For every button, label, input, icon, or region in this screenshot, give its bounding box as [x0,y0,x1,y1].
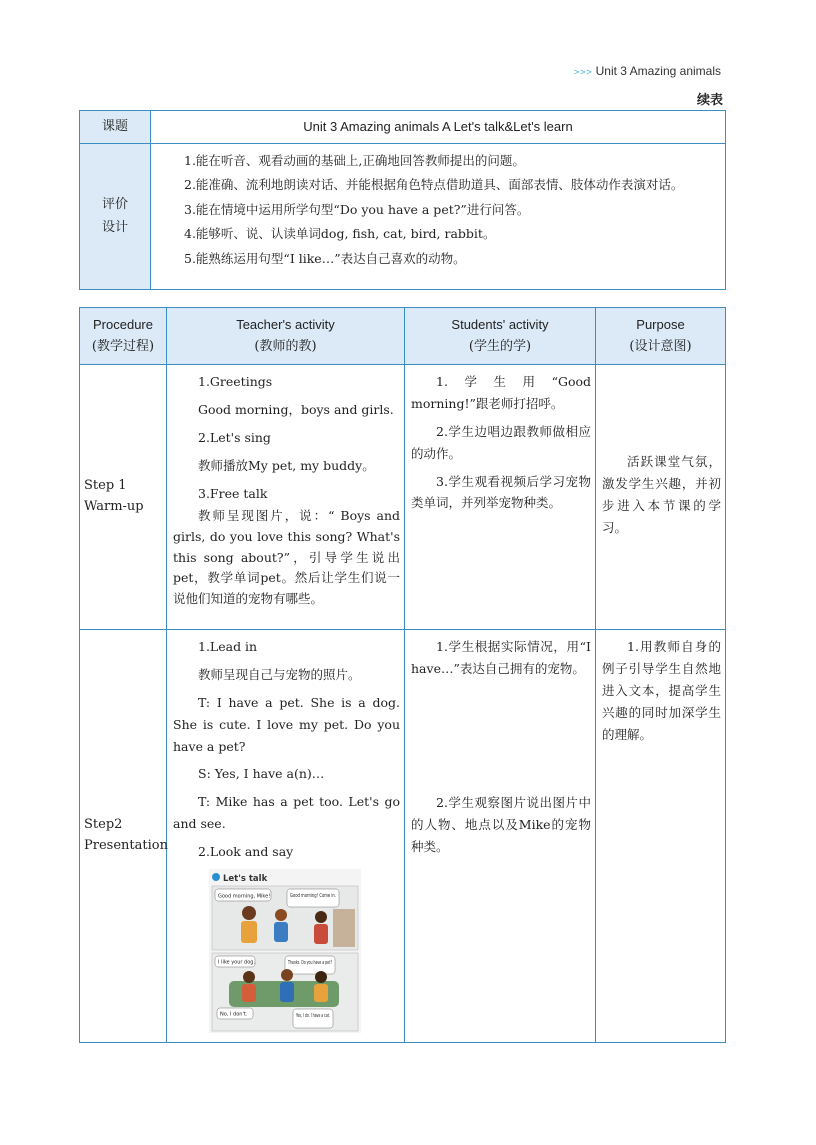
header-zh: (设计意图) [629,339,692,354]
bubble-4: Thanks. Do you have a pet? [287,959,333,966]
step2-label [80,630,167,1043]
eval-design [151,144,726,290]
header-zh: (教学过程) [91,339,155,354]
header-en: Teacher's activity [236,316,335,332]
teacher-line: 1.Greetings [198,374,273,389]
header-teacher [167,308,405,365]
header-en: Procedure [93,316,153,332]
running-header [574,64,721,78]
step-name: Step 1 [84,478,127,494]
step1-purpose [596,365,726,630]
teacher-line: 2.Look and say [198,844,294,859]
teacher-line: Good morning，boys and girls. [198,401,394,417]
eval-item: 1.能在听音、观看动画的基础上,正确地回答教师提出的问题。 [184,153,525,168]
purpose-text: 1.用教师自身的例子引导学生自然地进入文本，提高学生兴趣的同时加深学生的理解。 [602,639,721,742]
purpose-text: 活跃课堂气氛，激发学生兴趣，并初步进入本节课的学习。 [602,454,721,535]
teacher-line: 教师播放My pet, my buddy。 [198,457,375,473]
unit-title: Unit 3 Amazing animals [595,64,721,78]
bubble-6: Yes, I do. I have a cat. [295,1012,331,1019]
step1-label [80,365,167,630]
eval-label [80,144,151,290]
teacher-line: T: Mike has a pet too. Let's go and see. [173,794,400,832]
student-line: 2.学生边唱边跟教师做相应的动作。 [411,423,591,461]
lesson-info-table [79,110,726,290]
comic-title: Let's talk [223,873,268,884]
step2-students [405,630,596,1043]
eval-item: 3.能在情境中运用所学句型“Do you have a pet?”进行问答。 [184,201,530,217]
step1-students [405,365,596,630]
bubble-1: Good morning, Mike! [218,893,271,900]
header-zh: (学生的学) [468,339,532,354]
teacher-line: 2.Let's sing [198,429,271,445]
bubble-5: No, I don't. [220,1011,248,1018]
step2-purpose [596,630,726,1043]
header-en: Students' activity [451,316,549,332]
step-sub: Warm-up [84,499,144,514]
title-dot-icon [212,873,220,881]
lets-talk-illustration [209,869,361,1033]
bubble-2: Good morning! Come in. [290,892,337,899]
teacher-line: 教师呈现自己与宠物的照片。 [198,666,361,682]
topic-title: Unit 3 Amazing animals A Let's talk&Let's learn [151,111,726,144]
student-line: 2.学生观察图片说出图片中的人物、地点以及Mike的宠物种类。 [411,794,591,854]
teacher-line: T: I have a pet. She is a dog. She is cute. I love my pet. Do you have a pet? [173,694,400,754]
step-name: Step2 [84,817,123,833]
header-purpose [596,308,726,365]
header-en: Purpose [636,316,685,332]
step-sub: Presentation [84,838,168,853]
header-arrows: >>> [573,67,593,77]
topic-label: 课题 [80,111,151,144]
eval-item: 5.能熟练运用句型“I like…”表达自己喜欢的动物。 [184,250,466,266]
step2-teacher [167,630,405,1043]
eval-item: 2.能准确、流利地朗读对话、并能根据角色特点借助道具、面部表情、肢体动作表演对话。 [184,177,684,193]
student-line: 3.学生观看视频后学习宠物类单词，并列举宠物种类。 [411,473,591,511]
procedure-table [79,307,726,1043]
eval-label-line-2: 设计 [101,219,128,235]
eval-item: 4.能够听、说、认读单词dog, fish, cat, bird, rabbit。 [184,226,496,242]
step1-teacher [167,365,405,630]
header-procedure [80,308,167,365]
teacher-line: S: Yes, I have a(n)… [198,766,325,782]
teacher-line: 3.Free talk [198,485,268,501]
teacher-line: 1.Lead in [198,639,258,654]
comic-svg [209,869,361,1033]
header-zh: (教师的教) [254,339,317,354]
eval-label-line-1: 评价 [101,196,128,212]
continued-label: 续表 [696,93,723,108]
teacher-line: 教师呈现图片，说：“ Boys and girls, do you love this song? What's this song about?”，引导学生说出pet，教学单词pet。然后让学生们说一说他们知道的宠物有哪些。 [173,508,400,606]
header-students [405,308,596,365]
student-line: 1.学生用“Good morning!”跟老师打招呼。 [411,374,591,411]
bubble-3: I like your dog. [218,959,256,966]
student-line: 1.学生根据实际情况，用“I have…”表达自己拥有的宠物。 [411,639,591,676]
